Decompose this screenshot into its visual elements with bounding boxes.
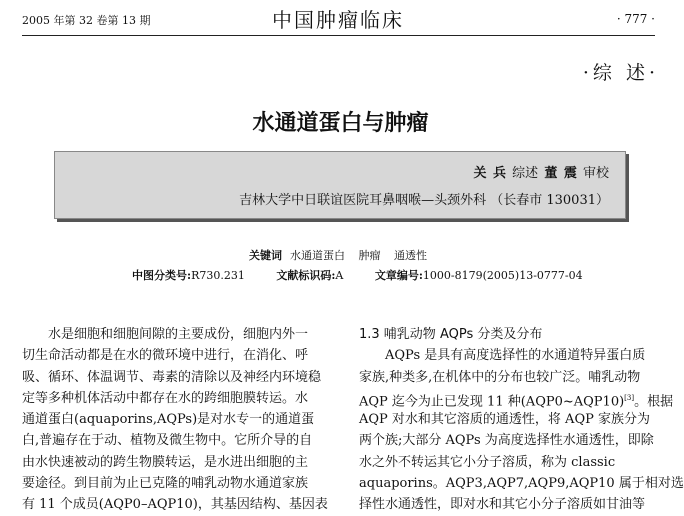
body-line-with-citation [359,388,674,410]
reviewer-role: 审校 [582,166,609,181]
journal-name: 中国肿瘤临床 [272,8,404,32]
article-no-label: 文章编号: [374,269,423,282]
body-line: aquaporins。AQP3,AQP7,AQP9,AQP10 属于相对选 [359,476,684,492]
body-line: 家族,种类多,在机体中的分布也较广泛。哺乳动物 [359,369,641,385]
issue-info: 2005 年第 32 卷第 13 期 [22,14,151,27]
doc-code-label: 文献标识码: [276,269,336,282]
body-line: 白,普遍存在于动、植物及微生物中。它所介导的自 [22,433,313,449]
page-number: · 777 · [616,12,655,26]
body-line: AQP 对水和其它溶质的通透性，将 AQP 家族分为 [359,412,650,428]
article-title: 水通道蛋白与肿瘤 [252,111,429,136]
body-line: 由水快速被动的跨生物膜转运，是水进出细胞的主 [22,454,309,470]
body-line: AQPs 是具有高度选择性的水通道特异蛋白质 [385,348,646,364]
keywords-value: 水通道蛋白 肿瘤 通透性 [290,249,427,262]
subsection-heading: 1.3 哺乳动物 AQPs 分类及分布 [359,327,543,342]
classification-line [132,267,583,283]
body-line: 定等多种机体活动中都存在水的跨细胞膜转运。水 [22,390,309,406]
keywords-line [249,247,427,263]
citation-ref: [3] [624,393,635,402]
body-line: 水之外不转运其它小分子溶质，称为 classic [359,454,616,470]
author-box [54,151,626,219]
body-text: AQP 迄今为止已发现 11 种(AQP0~AQP10) [359,394,625,410]
body-line: 两个族;大部分 AQPs 为高度选择性水通透性，即除 [359,433,654,449]
author-role: 综述 [512,166,539,181]
article-no-value: 1000-8179(2005)13-0777-04 [422,269,583,282]
body-line: 水是细胞和细胞间隙的主要成份，细胞内外一 [48,327,309,342]
keywords-label: 关键词 [249,249,282,262]
doc-code-value: A [335,269,344,282]
clc-label: 中图分类号: [132,269,192,282]
body-text: 。根据 [634,394,674,410]
section-label: ·综 述· [582,62,659,84]
body-line: 通道蛋白(aquaporins,AQPs)是对水专一的通道蛋 [22,412,315,428]
body-line: 要途径。到目前为止已克隆的哺乳动物水通道家族 [22,476,309,492]
author-line [473,162,609,181]
body-line: 吸、循环、体温调节、毒素的清除以及神经内环境稳 [22,369,322,385]
header-rule [22,35,655,36]
author-name: 关 兵 [473,166,507,181]
body-line: 择性水通透性，即对水和其它小分子溶质如甘油等 [359,497,646,513]
reviewer-name: 董 震 [544,166,577,181]
body-line: 有 11 个成员(AQP0–AQP10)，其基因结构、基因表 [22,497,328,513]
body-column-right [359,324,684,516]
affiliation: 吉林大学中日联谊医院耳鼻咽喉—头颈外科 （长春市 130031） [239,193,609,208]
body-column-left [22,324,332,516]
body-line: 切生命活动都是在水的微环境中进行，在消化、呼 [22,348,309,364]
clc-value: R730.231 [191,269,245,282]
